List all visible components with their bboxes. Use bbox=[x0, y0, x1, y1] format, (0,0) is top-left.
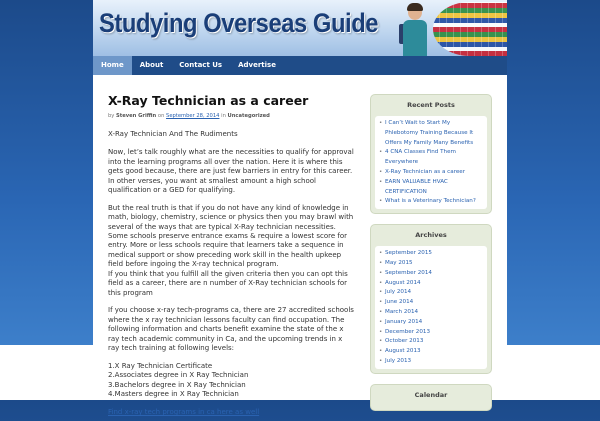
site-header bbox=[93, 0, 507, 56]
nav-item-home[interactable]: Home bbox=[93, 56, 132, 75]
archive-link[interactable]: • May 2015 bbox=[379, 259, 483, 269]
site-title[interactable]: Studying Overseas Guide bbox=[99, 8, 379, 38]
recent-post-link[interactable]: • 4 CNA Classes Find Them Everywhere bbox=[379, 148, 483, 168]
post-programs-link[interactable]: Find x-ray tech programs in ca here as well bbox=[108, 408, 260, 417]
page-wrapper bbox=[93, 0, 507, 417]
main-nav bbox=[93, 56, 507, 75]
student-illustration bbox=[399, 2, 431, 56]
archive-link[interactable]: • January 2014 bbox=[379, 318, 483, 328]
widget-title: Recent Posts bbox=[407, 101, 455, 109]
archive-link[interactable]: • August 2013 bbox=[379, 347, 483, 357]
archive-link[interactable]: • September 2014 bbox=[379, 269, 483, 279]
post-paragraph: But the real truth is that if you do not have any kind of knowledge in math, biology, chemistry, science or physics then you may brawl with several of the ways that are typical X-Ray technician necessities. Some schools preserve entrance exams & require a lowest score for entry. More or less schools require that learners take a sequence in medical support or show preceding work skill in the health upkeep field before ingoing the X-ray technical program. If you think that you fulfill all the given criteria then you can opt this field as a career, there are n number of X-Ray technician schools for this program bbox=[108, 203, 354, 297]
archives-list bbox=[375, 246, 487, 369]
recent-posts-list bbox=[375, 116, 487, 209]
archive-link[interactable]: • June 2014 bbox=[379, 298, 483, 308]
archive-link[interactable]: • March 2014 bbox=[379, 308, 483, 318]
sidebar bbox=[370, 94, 492, 421]
flags-globe-illustration bbox=[433, 2, 507, 56]
post-title[interactable]: X-Ray Technician as a career bbox=[108, 93, 309, 108]
widget-title: Calendar bbox=[414, 390, 448, 399]
post-category-link[interactable]: Uncategorized bbox=[227, 113, 270, 119]
nav-item-advertise[interactable]: Advertise bbox=[238, 61, 276, 69]
archive-link[interactable]: • September 2015 bbox=[379, 249, 483, 259]
archive-link[interactable]: • October 2013 bbox=[379, 337, 483, 347]
post-date-link[interactable]: September 28, 2014 bbox=[166, 113, 220, 119]
meta-on-text: on bbox=[157, 113, 165, 119]
archives-widget bbox=[370, 224, 492, 374]
widget-title: Archives bbox=[415, 231, 447, 240]
archive-link[interactable]: • July 2013 bbox=[379, 357, 483, 367]
archive-link[interactable]: • August 2014 bbox=[379, 279, 483, 289]
recent-posts-widget bbox=[370, 94, 492, 214]
archive-link[interactable]: • December 2013 bbox=[379, 328, 483, 338]
recent-post-link[interactable]: • I Can’t Wait to Start My Phlebotomy Training Because It Offers My Family Many Benefits bbox=[379, 119, 483, 148]
post-content bbox=[108, 93, 355, 417]
post-paragraph: X-Ray Technician And The Rudiments bbox=[108, 130, 238, 139]
post-author-link[interactable]: Steven Griffin bbox=[116, 113, 157, 119]
archive-link[interactable]: • July 2014 bbox=[379, 288, 483, 298]
recent-post-link[interactable]: • X-Ray Technician as a career bbox=[379, 168, 483, 178]
post-paragraph-list: 1.X Ray Technician Certificate 2.Associates degree in X Ray Technician 3.Bachelors degree in X Ray Technician 4.Masters degree in X Ray Technician bbox=[108, 361, 249, 399]
meta-by-text: by bbox=[108, 113, 115, 119]
post-paragraph: If you choose x-ray tech-programs ca, there are 27 accredited schools where the x ray technician lessons faculty can find occupation. The following information and charts benefit examine the state of the x ray tech academic community in Ca, and the upcoming trends in x ray tech training at following levels: bbox=[108, 306, 354, 353]
calendar-widget bbox=[370, 384, 492, 411]
post-meta bbox=[108, 112, 355, 121]
recent-post-link[interactable]: • What is a Veterinary Technician? bbox=[379, 197, 483, 207]
recent-post-link[interactable]: • EARN VALUABLE HVAC CERTIFICATION bbox=[379, 178, 483, 198]
meta-in-text: in bbox=[221, 113, 226, 119]
post-paragraph: Now, let’s talk roughly what are the necessities to qualify for approval into the learning programs all over the nation. Here it is where this gets good because, there are just few barriers in entry for this career. In other verses, you want at smallest amount a high school qualification or a GED for qualifying. bbox=[108, 148, 354, 194]
nav-item-about[interactable]: About bbox=[139, 61, 164, 69]
nav-item-contact[interactable]: Contact Us bbox=[179, 61, 223, 69]
